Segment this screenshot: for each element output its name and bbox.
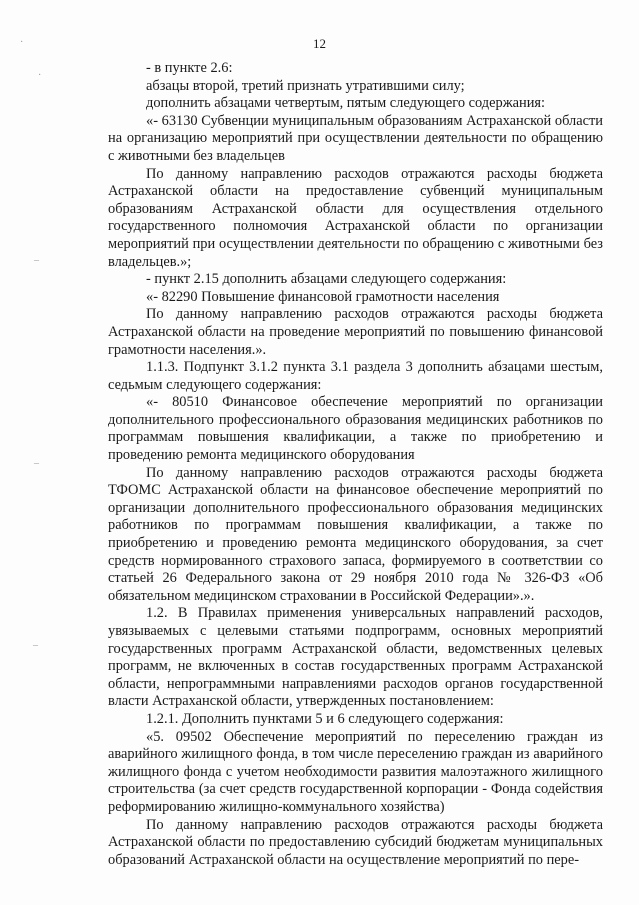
paragraph: «- 63130 Субвенции муниципальным образованиям Астраханской области на организацию мероприятий при осуществлении деятельности по обращению с животными без владельцев xyxy=(108,112,603,164)
scan-mark: · xyxy=(20,37,24,48)
scan-mark: · xyxy=(38,70,42,81)
paragraph: По данному направлению расходов отражаются расходы бюджета Астраханской области на предоставление субвенций муниципальным образованиям Астраханской области для осуществления отдельного государственного полномочия Астраханской области по организации мероприятий при осуществлении деятельности по обращению с животными без владельцев.»; xyxy=(108,165,603,270)
scan-mark: – xyxy=(34,255,39,266)
paragraph: «5. 09502 Обеспечение мероприятий по переселению граждан из аварийного жилищного фонда, в том числе переселению граждан из аварийного жилищного фонда с учетом необходимости развития малоэтажного жилищного строительства (за счет средств государственной корпорации - Фонда содействия реформированию жилищно-коммунального хозяйства) xyxy=(108,728,603,815)
scan-mark: – xyxy=(34,458,39,469)
paragraph: абзацы второй, третий признать утратившими силу; xyxy=(146,77,465,94)
paragraph: По данному направлению расходов отражаются расходы бюджета Астраханской области на проведение мероприятий по повышению финансовой грамотности населения.». xyxy=(108,306,603,358)
paragraph: дополнить абзацами четвертым, пятым следующего содержания: xyxy=(146,95,546,112)
paragraph: - пункт 2.15 дополнить абзацами следующего содержания: xyxy=(146,271,507,288)
document-body xyxy=(108,60,603,869)
paragraph: 1.2. В Правилах применения универсальных направлений расходов, увязываемых с целевыми статьями подпрограмм, основных мероприятий государственных программ Астраханской области, ведомственных целевых программ, не включенных в состав государственных программ Астраханской области, непрограммными направлениями расходов органов государственной власти Астраханской области, утвержденных постановлением: xyxy=(108,605,603,710)
paragraph: «- 82290 Повышение финансовой грамотности населения xyxy=(146,288,500,305)
paragraph: 1.2.1. Дополнить пунктами 5 и 6 следующего содержания: xyxy=(146,710,504,727)
paragraph: 1.1.3. Подпункт 3.1.2 пункта 3.1 раздела 3 дополнить абзацами шестым, седьмым следующего содержания: xyxy=(108,359,603,393)
paragraph: По данному направлению расходов отражаются расходы бюджета ТФОМС Астраханской области на финансовое обеспечение мероприятий по организации дополнительного профессионального образования медицинских работников по программам повышения квалификации, а также по приобретению и проведению ремонта медицинского оборудования, за счет средств нормированного страхового запаса, формируемого в соответствии со статьей 26 Федерального закона от 29 ноября 2010 года № 326-ФЗ «Об обязательном медицинском страховании в Российской Федерации».». xyxy=(108,464,603,604)
page-number: 12 xyxy=(313,36,326,51)
paragraph: - в пункте 2.6: xyxy=(146,60,233,76)
scan-mark: – xyxy=(33,640,38,651)
paragraph: «- 80510 Финансовое обеспечение мероприятий по организации дополнительного профессионального образования медицинских работников по программам повышения квалификации, а также по приобретению и проведению ремонта медицинского оборудования xyxy=(108,394,603,464)
paragraph: По данному направлению расходов отражаются расходы бюджета Астраханской области по предоставлению субсидий бюджетам муниципальных образований Астраханской области на осуществление мероприятий по пере- xyxy=(108,816,603,868)
